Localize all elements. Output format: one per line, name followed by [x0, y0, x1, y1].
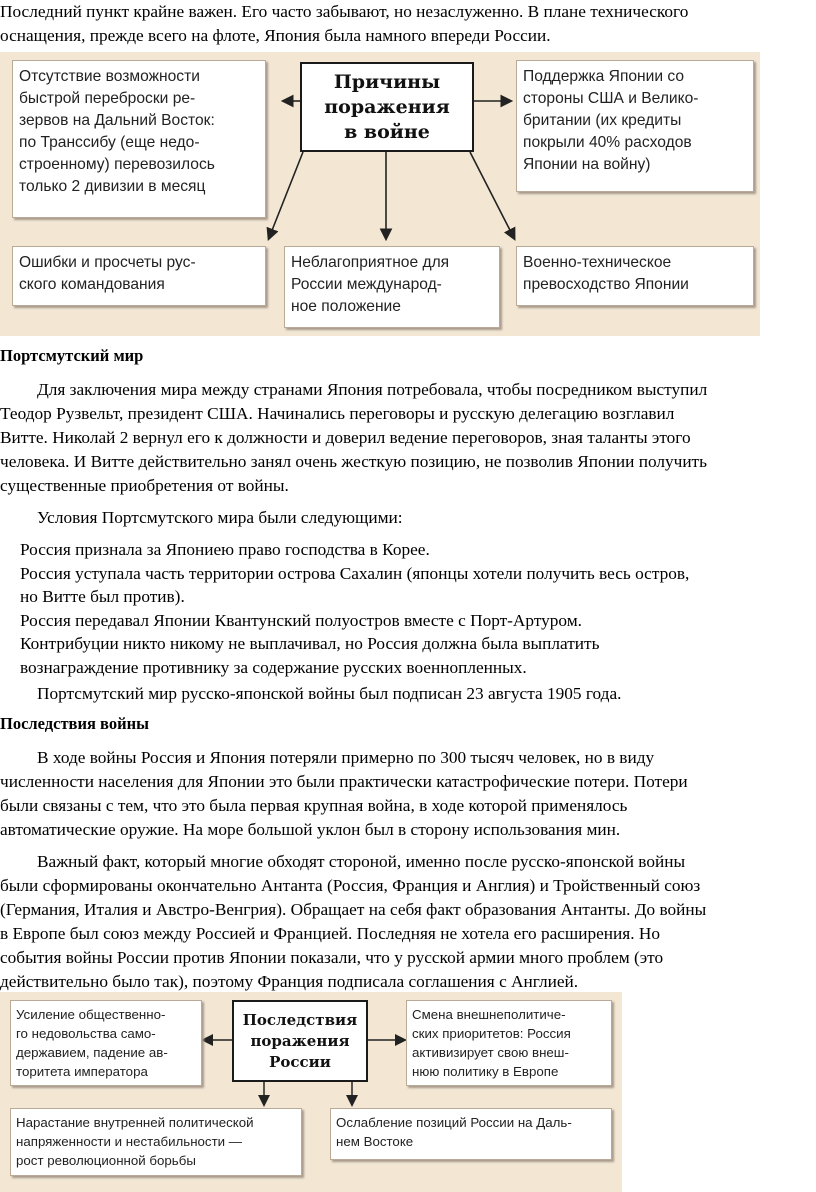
text-line: действительно было так), поэтому Франция подписала соглашения с Англией. [0, 972, 579, 991]
list-item: вознаграждение противнику за содержание русских военнопленных. [20, 657, 527, 677]
text-line: Для заключения мира между странами Япония потребовала, чтобы посредником выступил [37, 380, 708, 399]
list-item: Россия передавал Японии Квантунский полуостров вместе с Порт-Артуром. [20, 610, 582, 630]
section-heading-consequences: Последствия войны [0, 714, 149, 733]
text-line: существенные приобретения от войны. [0, 476, 289, 495]
consequence-far-east-box: Ослабление позиций России на Даль- нем Востоке [330, 1108, 612, 1160]
text-line: Важный факт, который многие обходят стороной, именно после русско-японской войны [37, 852, 686, 871]
list-item: Россия уступала часть территории острова Сахалин (японцы хотели получить весь остров, [20, 563, 690, 583]
cause-command-errors-box: Ошибки и просчеты рус- ского командования [12, 246, 266, 306]
text-line: были сформированы окончательно Антанта (Россия, Франция и Англия) и Тройственный союз [0, 876, 701, 895]
consequence-foreign-policy-box: Смена внешнеполитиче- ских приоритетов: Россия активизирует свою внеш- нюю политику в Европе [406, 1000, 612, 1086]
text-line: автоматические оружие. На море большой уклон был в сторону использования мин. [0, 820, 621, 839]
text-line: численности населения для Японии это были практически катастрофические потери. Потери [0, 772, 688, 791]
list-item: Контрибуции никто никому не выплачивал, но Россия должна была выплатить [20, 634, 600, 654]
consequence-discontent-box: Усиление общественно- го недовольства само- державием, падение ав- торитета императора [10, 1000, 202, 1086]
portsmouth-conditions-list [20, 538, 800, 680]
cause-international-box: Неблагоприятное для России международ- ное положение [284, 246, 500, 328]
text-line: в Европе был союз между Россией и Францией. Последняя не хотела его расширения. Но [0, 924, 661, 943]
consequence-revolution-box: Нарастание внутренней политической напряженности и нестабильности — рост революционной борьбы [10, 1108, 302, 1176]
intro-line-2: оснащения, прежде всего на флоте, Япония была намного впереди России. [0, 26, 551, 45]
cause-military-superiority-box: Военно-техническое превосходство Японии [516, 246, 754, 306]
text-line: человека. И Витте действительно занял очень жесткую позицию, не позволив Японии получить [0, 452, 707, 471]
portsmouth-para-1 [0, 378, 806, 402]
causes-diagram [0, 52, 760, 336]
causes-center-box: Причины поражения в войне [300, 62, 474, 152]
list-item: но Витте был против). [20, 587, 185, 607]
text-line: Теодор Рузвельт, президент США. Начинались переговоры и русскую делегацию возглавил [0, 404, 675, 423]
text-line: В ходе войны Россия и Япония потеряли примерно по 300 тысяч человек, но в виду [37, 748, 655, 767]
consequences-center-box: Последствия поражения России [232, 1000, 368, 1082]
cause-reserves-box: Отсутствие возможности быстрой переброски ре- зервов на Дальний Восток: по Транссибу (еще недо- строенному) перевозилось только 2 дивизии в месяц [12, 60, 266, 218]
text-line: были связаны с тем, что это была первая крупная война, в ходе которой применялось [0, 796, 628, 815]
list-item: Россия признала за Япониею право господства в Корее. [20, 540, 430, 559]
section-heading-portsmouth: Портсмутский мир [0, 346, 144, 365]
text-line: (Германия, Италия и Австро-Венгрия). Обращает на себя факт образования Антанты. До войны [0, 900, 707, 919]
text-line: события войны России против Японии показали, что у русской армии много проблем (это [0, 948, 664, 967]
portsmouth-conditions-intro: Условия Портсмутского мира были следующими: [37, 508, 403, 527]
portsmouth-signed-para: Портсмутский мир русско-японской войны был подписан 23 августа 1905 года. [37, 684, 622, 703]
consequences-diagram [0, 992, 622, 1192]
cause-usa-uk-support-box: Поддержка Японии со стороны США и Велико- британии (их кредиты покрыли 40% расходов Японии на войну) [516, 60, 754, 192]
text-line: Витте. Николай 2 вернул его к должности и доверил ведение переговоров, зная таланты этого [0, 428, 691, 447]
intro-line-1: Последний пункт крайне важен. Его часто забывают, но незаслуженно. В плане технического [0, 2, 689, 21]
